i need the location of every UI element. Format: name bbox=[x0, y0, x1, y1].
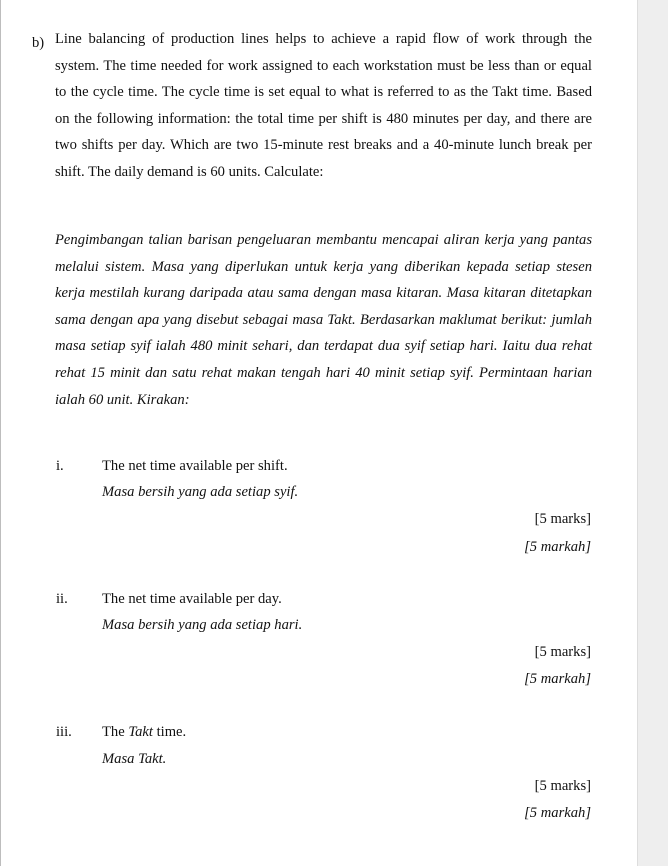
subquestion-text-english bbox=[102, 719, 186, 745]
subquestion-number: i. bbox=[56, 458, 64, 474]
subquestion-text-english: The net time available per shift. bbox=[102, 458, 288, 474]
marks-malay: [5 markah] bbox=[524, 805, 591, 821]
subquestion-number: iii. bbox=[56, 724, 72, 740]
subquestion-text-malay: Masa bersih yang ada setiap syif. bbox=[102, 484, 299, 500]
question-text-english: Line balancing of production lines helps to achieve a rapid flow of work through the system. The time needed for work assigned to each workstation must be less than or equal to the cycle time. The cycle time is set equal to what is referred to as the Takt time. Based on the following information: the total time per shift is 480 minutes per day, and there are two shifts per day. Which are two 15-minute rest breaks and a 40-minute lunch break per shift. The daily demand is 60 units. Calculate: bbox=[55, 31, 592, 180]
question-text-malay: Pengimbangan talian barisan pengeluaran membantu mencapai aliran kerja yang pantas melalui sistem. Masa yang diperlukan untuk kerja yang diberikan kepada setiap stesen kerja mestilah kurang daripada atau sama dengan masa kitaran. Masa kitaran ditetapkan sama dengan apa yang disebut sebagai masa Takt. Berdasarkan maklumat berikut: jumlah masa setiap syif ialah 480 minit sehari, dan terdapat dua syif setiap hari. Iaitu dua rehat rehat 15 minit dan satu rehat makan tengah hari 40 minit setiap syif. Permintaan harian ialah 60 unit. Kirakan: bbox=[55, 232, 592, 408]
marks-english: [5 marks] bbox=[534, 778, 591, 794]
marks-english: [5 marks] bbox=[534, 644, 591, 660]
subquestion-text-english: The net time available per day. bbox=[102, 591, 282, 607]
marks-malay: [5 markah] bbox=[524, 539, 591, 555]
question-label: b) bbox=[32, 35, 45, 51]
takt-term: Takt bbox=[128, 724, 153, 740]
marks-malay: [5 markah] bbox=[524, 671, 591, 687]
subquestion-text-prefix: The bbox=[102, 724, 129, 740]
viewer-side-panel bbox=[637, 0, 668, 866]
subquestion-text-malay: Masa Takt. bbox=[102, 751, 167, 767]
subquestion-text-malay: Masa bersih yang ada setiap hari. bbox=[102, 617, 303, 633]
subquestion-text-suffix: time. bbox=[152, 724, 187, 740]
subquestion-number: ii. bbox=[56, 591, 68, 607]
marks-english: [5 marks] bbox=[534, 511, 591, 527]
